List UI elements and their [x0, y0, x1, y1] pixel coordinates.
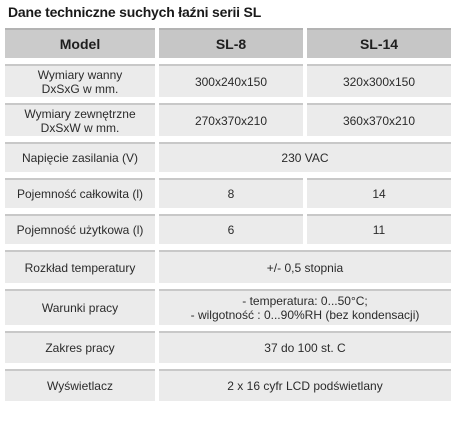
table-row: [5, 142, 451, 172]
header-model: Model: [5, 28, 155, 58]
row-label-usable-capacity: Pojemność użytkowa (l): [5, 214, 155, 244]
page-title: Dane techniczne suchych łaźni serii SL: [8, 4, 262, 20]
value-sl14: 14: [307, 178, 451, 208]
table-row: [5, 331, 451, 363]
label-line: DxSxG w mm.: [41, 81, 119, 96]
table-header-row: [5, 28, 451, 58]
value-both-models: 2 x 16 cyfr LCD podświetlany: [159, 369, 451, 401]
value-sl8: 6: [159, 214, 303, 244]
value-sl14: 360x370x210: [307, 103, 451, 136]
value-both-models: 230 VAC: [159, 142, 451, 172]
row-label-total-capacity: Pojemność całkowita (l): [5, 178, 155, 208]
label-line: Wymiary zewnętrzne: [24, 106, 136, 121]
row-label-tank-dimensions: [5, 64, 155, 97]
value-sl8: 300x240x150: [159, 64, 303, 97]
value-sl8: 8: [159, 178, 303, 208]
condition-humidity: - wilgotność : 0...90%RH (bez kondensacji): [190, 308, 420, 322]
row-label-operating-conditions: Warunki pracy: [5, 289, 155, 325]
spec-table: [5, 28, 451, 407]
row-label-working-range: Zakres pracy: [5, 331, 155, 363]
header-sl8: SL-8: [159, 28, 303, 58]
row-label-display: Wyświetlacz: [5, 369, 155, 401]
value-sl14: 11: [307, 214, 451, 244]
label-line: DxSxW w mm.: [40, 120, 120, 135]
table-row: [5, 178, 451, 208]
value-sl14: 320x300x150: [307, 64, 451, 97]
table-row: [5, 103, 451, 136]
label-line: Wymiary wanny: [37, 67, 123, 82]
row-label-supply-voltage: Napięcie zasilania (V): [5, 142, 155, 172]
row-label-external-dimensions: [5, 103, 155, 136]
table-row: [5, 250, 451, 283]
value-both-models: +/- 0,5 stopnia: [159, 250, 451, 283]
value-both-models: 37 do 100 st. C: [159, 331, 451, 363]
condition-temperature: - temperatura: 0...50°C;: [242, 294, 368, 308]
value-both-models: [159, 289, 451, 325]
header-sl14: SL-14: [307, 28, 451, 58]
row-label-temperature-distribution: Rozkład temperatury: [5, 250, 155, 283]
table-row: [5, 64, 451, 97]
table-row: [5, 214, 451, 244]
value-sl8: 270x370x210: [159, 103, 303, 136]
table-row: [5, 289, 451, 325]
table-row: [5, 369, 451, 401]
